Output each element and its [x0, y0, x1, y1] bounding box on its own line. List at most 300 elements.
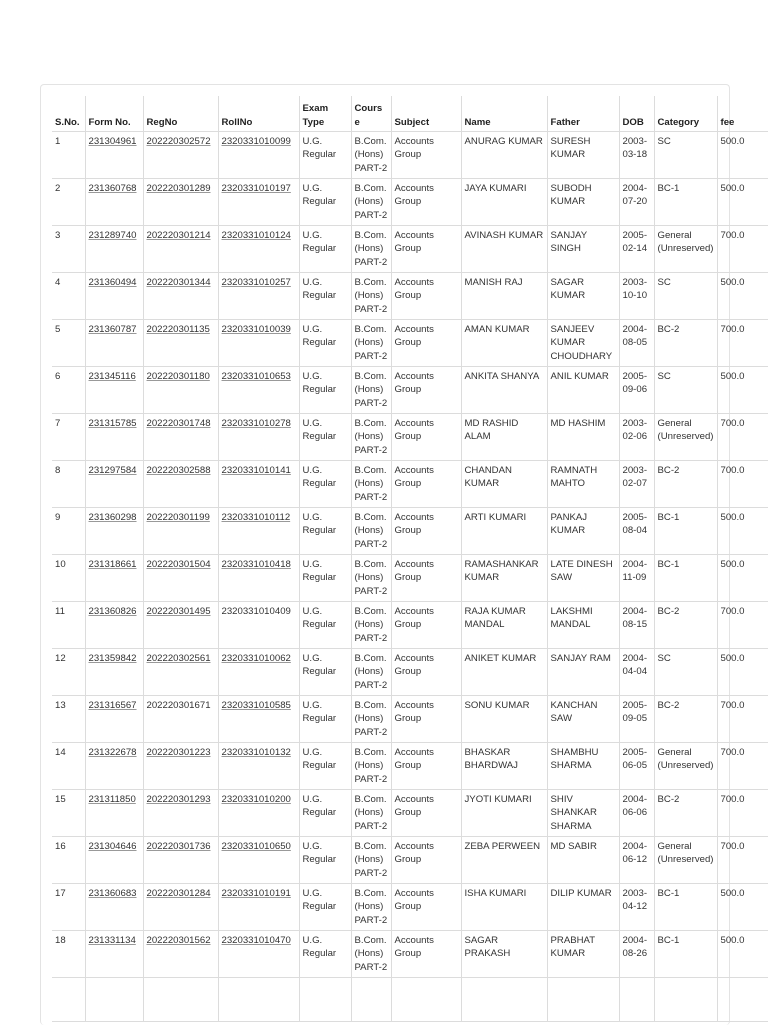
table-cell-name: JYOTI KUMARI	[461, 790, 547, 837]
cell-form-no-link[interactable]: 231360826	[88, 606, 137, 617]
table-cell-reg-no	[143, 132, 218, 179]
table-cell-sno: 5	[52, 320, 85, 367]
cell-form-no-link[interactable]: 231360298	[88, 512, 137, 523]
table-cell-father: PANKAJ KUMAR	[547, 508, 619, 555]
table-cell-exam-type: U.G. Regular	[299, 273, 351, 320]
table-row	[52, 555, 768, 602]
table-cell-sno: 18	[52, 931, 85, 978]
table-cell-fee: 700.0	[717, 837, 768, 884]
table-cell-form-no	[85, 508, 143, 555]
cell-rollno-link[interactable]: 2320331010191	[221, 888, 291, 899]
table-cell-fee: 700.0	[717, 743, 768, 790]
table-cell-category: BC-1	[654, 179, 717, 226]
cell-form-no-link[interactable]: 231315785	[88, 418, 137, 429]
table-cell-reg-no	[143, 884, 218, 931]
table-cell-fee: 500.0	[717, 649, 768, 696]
table-cell-category: BC-2	[654, 320, 717, 367]
table-cell-course: B.Com. (Hons) PART-2	[351, 649, 391, 696]
table-cell-fee: 700.0	[717, 461, 768, 508]
table-cell-form-no	[85, 884, 143, 931]
cell-rollno-link[interactable]: 2320331010585	[221, 700, 291, 711]
col-header-dob: DOB	[619, 96, 654, 132]
table-cell-reg-no	[143, 367, 218, 414]
table-cell-roll-no	[218, 696, 299, 743]
table-cell-category: BC-2	[654, 790, 717, 837]
table-cell-exam-type: U.G. Regular	[299, 555, 351, 602]
table-cell-name: ARTI KUMARI	[461, 508, 547, 555]
cell-regno-link[interactable]: 202220301284	[146, 888, 211, 899]
table-cell-subject: Accounts Group	[391, 790, 461, 837]
table-cell-exam-type	[299, 978, 351, 1022]
table-cell-form-no	[85, 414, 143, 461]
cell-form-no-link[interactable]: 231304646	[88, 841, 137, 852]
table-cell-father: MD SABIR	[547, 837, 619, 884]
table-cell-subject: Accounts Group	[391, 273, 461, 320]
table-cell-dob: 2003-02-07	[619, 461, 654, 508]
cell-regno-link[interactable]: 202220301344	[146, 277, 211, 288]
table-row	[52, 978, 768, 1022]
table-cell-exam-type: U.G. Regular	[299, 179, 351, 226]
table-cell-form-no	[85, 555, 143, 602]
table-cell-sno: 6	[52, 367, 85, 414]
table-cell-reg-no	[143, 602, 218, 649]
table-cell-dob: 2004-06-12	[619, 837, 654, 884]
table-cell-fee: 700.0	[717, 602, 768, 649]
table-cell-roll-no	[218, 649, 299, 696]
table-cell-dob: 2003-10-10	[619, 273, 654, 320]
cell-regno-link[interactable]: 202220301748	[146, 418, 211, 429]
table-cell-fee: 700.0	[717, 414, 768, 461]
table-scroll-area[interactable]	[52, 96, 768, 1024]
table-cell-father: SHAMBHU SHARMA	[547, 743, 619, 790]
table-cell-course: B.Com. (Hons) PART-2	[351, 414, 391, 461]
table-cell-exam-type: U.G. Regular	[299, 461, 351, 508]
table-cell-name: BHASKAR BHARDWAJ	[461, 743, 547, 790]
table-row	[52, 226, 768, 273]
table-cell-name	[461, 978, 547, 1022]
table-cell-subject: Accounts Group	[391, 884, 461, 931]
cell-form-no-link[interactable]: 231360787	[88, 324, 137, 335]
table-cell-form-no	[85, 931, 143, 978]
table-cell-father: ANIL KUMAR	[547, 367, 619, 414]
table-cell-dob: 2004-06-06	[619, 790, 654, 837]
table-cell-exam-type: U.G. Regular	[299, 696, 351, 743]
table-cell-dob: 2004-04-04	[619, 649, 654, 696]
table-cell-roll-no	[218, 179, 299, 226]
table-cell-category: General (Unreserved)	[654, 837, 717, 884]
table-cell-exam-type: U.G. Regular	[299, 931, 351, 978]
cell-rollno-link[interactable]: 2320331010653	[221, 371, 291, 382]
col-header-course: Course	[351, 96, 391, 132]
cell-form-no-link[interactable]: 231331134	[88, 935, 136, 946]
table-cell-subject: Accounts Group	[391, 179, 461, 226]
table-cell-reg-no	[143, 790, 218, 837]
cell-regno-link[interactable]: 202220301293	[146, 794, 211, 805]
table-row	[52, 884, 768, 931]
table-cell-category: BC-2	[654, 461, 717, 508]
table-cell-category	[654, 978, 717, 1022]
cell-form-no-link[interactable]: 231322678	[88, 747, 137, 758]
cell-regno-link[interactable]: 202220301135	[146, 324, 210, 335]
table-cell-form-no	[85, 696, 143, 743]
table-cell-dob: 2003-04-12	[619, 884, 654, 931]
table-cell-exam-type: U.G. Regular	[299, 508, 351, 555]
table-cell-course: B.Com. (Hons) PART-2	[351, 132, 391, 179]
table-cell-reg-no	[143, 978, 218, 1022]
table-cell-category: SC	[654, 367, 717, 414]
table-header-row	[52, 96, 768, 132]
table-row	[52, 132, 768, 179]
table-cell-subject: Accounts Group	[391, 602, 461, 649]
col-header-rollno: RollNo	[218, 96, 299, 132]
table-cell-course: B.Com. (Hons) PART-2	[351, 461, 391, 508]
table-cell-roll-no	[218, 414, 299, 461]
table-cell-roll-no	[218, 743, 299, 790]
table-cell-dob: 2005-08-04	[619, 508, 654, 555]
table-cell-roll-no: 2320331010409	[218, 602, 299, 649]
table-cell-subject: Accounts Group	[391, 508, 461, 555]
table-cell-form-no	[85, 461, 143, 508]
cell-form-no-link[interactable]: 231289740	[88, 230, 137, 241]
table-cell-name: MD RASHID ALAM	[461, 414, 547, 461]
table-cell-fee: 700.0	[717, 696, 768, 743]
table-cell-name: MANISH RAJ	[461, 273, 547, 320]
table-cell-reg-no	[143, 508, 218, 555]
table-cell-father: KANCHAN SAW	[547, 696, 619, 743]
cell-regno-link[interactable]: 202220301199	[146, 512, 210, 523]
table-cell-form-no	[85, 179, 143, 226]
table-cell-category: SC	[654, 273, 717, 320]
col-header-form-no: Form No.	[85, 96, 143, 132]
table-row	[52, 461, 768, 508]
cell-form-no-link[interactable]: 231345116	[88, 371, 136, 382]
table-cell-form-no	[85, 132, 143, 179]
table-cell-category: SC	[654, 132, 717, 179]
table-row	[52, 273, 768, 320]
cell-rollno-link[interactable]: 2320331010197	[221, 183, 291, 194]
table-cell-subject	[391, 978, 461, 1022]
table-cell-exam-type: U.G. Regular	[299, 414, 351, 461]
col-header-subject: Subject	[391, 96, 461, 132]
table-cell-name: ANURAG KUMAR	[461, 132, 547, 179]
table-row	[52, 179, 768, 226]
table-cell-father: SANJAY RAM	[547, 649, 619, 696]
cell-regno-link[interactable]: 202220301495	[146, 606, 211, 617]
table-cell-father	[547, 978, 619, 1022]
table-cell-subject: Accounts Group	[391, 555, 461, 602]
table-cell-course: B.Com. (Hons) PART-2	[351, 555, 391, 602]
cell-rollno-link[interactable]: 2320331010200	[221, 794, 291, 805]
table-cell-category: BC-2	[654, 602, 717, 649]
cell-regno-link[interactable]: 202220301289	[146, 183, 211, 194]
table-cell-form-no	[85, 273, 143, 320]
table-row	[52, 931, 768, 978]
table-cell-dob: 2004-07-20	[619, 179, 654, 226]
cell-regno-link[interactable]: 202220302561	[146, 653, 211, 664]
table-cell-roll-no	[218, 837, 299, 884]
table-cell-reg-no	[143, 461, 218, 508]
table-row	[52, 367, 768, 414]
col-header-category: Category	[654, 96, 717, 132]
table-cell-roll-no	[218, 508, 299, 555]
table-cell-subject: Accounts Group	[391, 837, 461, 884]
table-cell-exam-type: U.G. Regular	[299, 837, 351, 884]
table-cell-exam-type: U.G. Regular	[299, 367, 351, 414]
table-cell-name: SONU KUMAR	[461, 696, 547, 743]
table-cell-roll-no	[218, 790, 299, 837]
table-cell-name: ANKITA SHANYA	[461, 367, 547, 414]
col-header-regno: RegNo	[143, 96, 218, 132]
cell-regno-link[interactable]: 202220301214	[146, 230, 211, 241]
col-header-father: Father	[547, 96, 619, 132]
table-cell-sno: 13	[52, 696, 85, 743]
table-cell-category: General (Unreserved)	[654, 226, 717, 273]
table-cell-dob	[619, 978, 654, 1022]
table-cell-form-no	[85, 837, 143, 884]
table-cell-fee: 500.0	[717, 884, 768, 931]
cell-rollno-link[interactable]: 2320331010278	[221, 418, 291, 429]
table-cell-course: B.Com. (Hons) PART-2	[351, 837, 391, 884]
table-cell-subject: Accounts Group	[391, 320, 461, 367]
table-cell-sno: 9	[52, 508, 85, 555]
table-cell-fee: 700.0	[717, 226, 768, 273]
table-cell-roll-no	[218, 461, 299, 508]
table-cell-roll-no	[218, 978, 299, 1022]
table-cell-dob: 2005-06-05	[619, 743, 654, 790]
cell-rollno-link[interactable]: 2320331010650	[221, 841, 291, 852]
cell-form-no-link[interactable]: 231318661	[88, 559, 137, 570]
table-cell-course	[351, 978, 391, 1022]
table-cell-sno: 2	[52, 179, 85, 226]
table-cell-sno: 7	[52, 414, 85, 461]
table-cell-reg-no: 202220301671	[143, 696, 218, 743]
cell-form-no-link[interactable]: 231316567	[88, 700, 137, 711]
table-cell-reg-no	[143, 743, 218, 790]
table-cell-exam-type: U.G. Regular	[299, 132, 351, 179]
table-cell-father: SANJEEV KUMAR CHOUDHARY	[547, 320, 619, 367]
table-cell-subject: Accounts Group	[391, 743, 461, 790]
table-cell-father: SURESH KUMAR	[547, 132, 619, 179]
table-cell-subject: Accounts Group	[391, 132, 461, 179]
cell-regno-link[interactable]: 202220301504	[146, 559, 211, 570]
cell-form-no-link[interactable]: 231360768	[88, 183, 137, 194]
table-cell-dob: 2005-09-06	[619, 367, 654, 414]
table-cell-roll-no	[218, 884, 299, 931]
cell-regno-link[interactable]: 202220302572	[146, 136, 211, 147]
table-row	[52, 649, 768, 696]
table-cell-fee: 500.0	[717, 555, 768, 602]
table-cell-course: B.Com. (Hons) PART-2	[351, 743, 391, 790]
table-cell-exam-type: U.G. Regular	[299, 884, 351, 931]
table-cell-reg-no	[143, 179, 218, 226]
table-cell-exam-type: U.G. Regular	[299, 743, 351, 790]
table-row	[52, 790, 768, 837]
table-cell-dob: 2005-09-05	[619, 696, 654, 743]
table-cell-roll-no	[218, 132, 299, 179]
table-cell-course: B.Com. (Hons) PART-2	[351, 790, 391, 837]
table-cell-fee: 500.0	[717, 179, 768, 226]
table-cell-father: SANJAY SINGH	[547, 226, 619, 273]
col-header-sno: S.No.	[52, 96, 85, 132]
table-cell-name: SAGAR PRAKASH	[461, 931, 547, 978]
table-cell-sno: 16	[52, 837, 85, 884]
table-row	[52, 837, 768, 884]
cell-rollno-link[interactable]: 2320331010039	[221, 324, 291, 335]
table-cell-fee: 700.0	[717, 320, 768, 367]
table-cell-father: MD HASHIM	[547, 414, 619, 461]
table-cell-form-no	[85, 320, 143, 367]
table-cell-roll-no	[218, 931, 299, 978]
table-cell-exam-type: U.G. Regular	[299, 790, 351, 837]
cell-form-no-link[interactable]: 231359842	[88, 653, 137, 664]
table-cell-reg-no	[143, 414, 218, 461]
cell-regno-link[interactable]: 202220301223	[146, 747, 211, 758]
table-cell-course: B.Com. (Hons) PART-2	[351, 602, 391, 649]
table-cell-dob: 2004-08-15	[619, 602, 654, 649]
cell-form-no-link[interactable]: 231297584	[88, 465, 137, 476]
table-cell-course: B.Com. (Hons) PART-2	[351, 508, 391, 555]
table-cell-roll-no	[218, 273, 299, 320]
table-cell-course: B.Com. (Hons) PART-2	[351, 179, 391, 226]
cell-rollno-link[interactable]: 2320331010257	[221, 277, 291, 288]
table-cell-reg-no	[143, 555, 218, 602]
table-cell-category: BC-1	[654, 884, 717, 931]
table-cell-father: DILIP KUMAR	[547, 884, 619, 931]
table-cell-subject: Accounts Group	[391, 649, 461, 696]
cell-rollno-link[interactable]: 2320331010124	[221, 230, 291, 241]
table-cell-course: B.Com. (Hons) PART-2	[351, 226, 391, 273]
table-row	[52, 508, 768, 555]
table-body	[52, 132, 768, 1022]
cell-regno-link[interactable]: 202220302588	[146, 465, 211, 476]
cell-regno-link[interactable]: 202220301736	[146, 841, 211, 852]
table-cell-category: General (Unreserved)	[654, 743, 717, 790]
table-cell-name: RAJA KUMAR MANDAL	[461, 602, 547, 649]
table-row	[52, 602, 768, 649]
table-cell-form-no	[85, 743, 143, 790]
table-cell-fee: 500.0	[717, 273, 768, 320]
table-cell-exam-type: U.G. Regular	[299, 320, 351, 367]
table-cell-subject: Accounts Group	[391, 931, 461, 978]
col-header-exam-type: Exam Type	[299, 96, 351, 132]
table-cell-sno: 12	[52, 649, 85, 696]
table-cell-name: CHANDAN KUMAR	[461, 461, 547, 508]
table-cell-dob: 2004-08-26	[619, 931, 654, 978]
table-cell-category: BC-2	[654, 696, 717, 743]
cell-rollno-link[interactable]: 2320331010062	[221, 653, 291, 664]
table-cell-sno: 3	[52, 226, 85, 273]
table-cell-dob: 2003-03-18	[619, 132, 654, 179]
table-cell-father: SUBODH KUMAR	[547, 179, 619, 226]
table-cell-reg-no	[143, 320, 218, 367]
table-cell-sno: 15	[52, 790, 85, 837]
col-header-name: Name	[461, 96, 547, 132]
table-cell-sno: 4	[52, 273, 85, 320]
cell-rollno-link[interactable]: 2320331010418	[221, 559, 291, 570]
table-cell-dob: 2003-02-06	[619, 414, 654, 461]
table-cell-dob: 2004-08-05	[619, 320, 654, 367]
cell-rollno-link[interactable]: 2320331010470	[221, 935, 291, 946]
table-cell-father: SHIV SHANKAR SHARMA	[547, 790, 619, 837]
table-cell-roll-no	[218, 226, 299, 273]
table-cell-reg-no	[143, 837, 218, 884]
table-cell-course: B.Com. (Hons) PART-2	[351, 367, 391, 414]
table-cell-sno: 17	[52, 884, 85, 931]
table-cell-form-no	[85, 226, 143, 273]
table-cell-sno: 8	[52, 461, 85, 508]
table-row	[52, 696, 768, 743]
cell-rollno-link[interactable]: 2320331010141	[221, 465, 291, 476]
cell-form-no-link[interactable]: 231311850	[88, 794, 136, 805]
table-cell-name: ISHA KUMARI	[461, 884, 547, 931]
students-table	[52, 96, 768, 1022]
table-cell-sno: 10	[52, 555, 85, 602]
cell-form-no-link[interactable]: 231360494	[88, 277, 137, 288]
table-cell-subject: Accounts Group	[391, 414, 461, 461]
table-cell-form-no	[85, 602, 143, 649]
table-cell-fee	[717, 978, 768, 1022]
cell-regno-link[interactable]: 202220301562	[146, 935, 211, 946]
table-cell-roll-no	[218, 555, 299, 602]
table-cell-form-no	[85, 790, 143, 837]
table-cell-name: ZEBA PERWEEN	[461, 837, 547, 884]
table-cell-father: LAKSHMI MANDAL	[547, 602, 619, 649]
table-cell-form-no	[85, 649, 143, 696]
table-cell-reg-no	[143, 649, 218, 696]
table-row	[52, 743, 768, 790]
table-cell-form-no	[85, 978, 143, 1022]
table-cell-subject: Accounts Group	[391, 461, 461, 508]
table-cell-fee: 500.0	[717, 508, 768, 555]
table-cell-name: AMAN KUMAR	[461, 320, 547, 367]
table-cell-category: General (Unreserved)	[654, 414, 717, 461]
table-cell-sno: 11	[52, 602, 85, 649]
table-cell-course: B.Com. (Hons) PART-2	[351, 931, 391, 978]
table-cell-father: RAMNATH MAHTO	[547, 461, 619, 508]
table-cell-dob: 2005-02-14	[619, 226, 654, 273]
table-cell-father: SAGAR KUMAR	[547, 273, 619, 320]
table-cell-exam-type: U.G. Regular	[299, 226, 351, 273]
table-cell-course: B.Com. (Hons) PART-2	[351, 696, 391, 743]
table-cell-category: BC-1	[654, 555, 717, 602]
table-cell-category: SC	[654, 649, 717, 696]
table-cell-name: ANIKET KUMAR	[461, 649, 547, 696]
table-cell-course: B.Com. (Hons) PART-2	[351, 320, 391, 367]
table-cell-father: PRABHAT KUMAR	[547, 931, 619, 978]
table-cell-name: RAMASHANKAR KUMAR	[461, 555, 547, 602]
table-cell-fee: 700.0	[717, 790, 768, 837]
cell-regno-link[interactable]: 202220301180	[146, 371, 210, 382]
cell-rollno-link[interactable]: 2320331010112	[221, 512, 291, 523]
table-cell-sno: 14	[52, 743, 85, 790]
cell-form-no-link[interactable]: 231360683	[88, 888, 137, 899]
table-cell-subject: Accounts Group	[391, 226, 461, 273]
table-cell-reg-no	[143, 931, 218, 978]
cell-form-no-link[interactable]: 231304961	[88, 136, 137, 147]
table-cell-category: BC-1	[654, 931, 717, 978]
table-cell-sno: 1	[52, 132, 85, 179]
table-cell-category: BC-1	[654, 508, 717, 555]
cell-rollno-link[interactable]: 2320331010099	[221, 136, 291, 147]
table-cell-exam-type: U.G. Regular	[299, 649, 351, 696]
table-cell-subject: Accounts Group	[391, 696, 461, 743]
cell-rollno-link[interactable]: 2320331010132	[221, 747, 291, 758]
table-cell-reg-no	[143, 226, 218, 273]
table-cell-name: AVINASH KUMAR	[461, 226, 547, 273]
table-cell-father: LATE DINESH SAW	[547, 555, 619, 602]
table-cell-fee: 500.0	[717, 367, 768, 414]
table-cell-exam-type: U.G. Regular	[299, 602, 351, 649]
